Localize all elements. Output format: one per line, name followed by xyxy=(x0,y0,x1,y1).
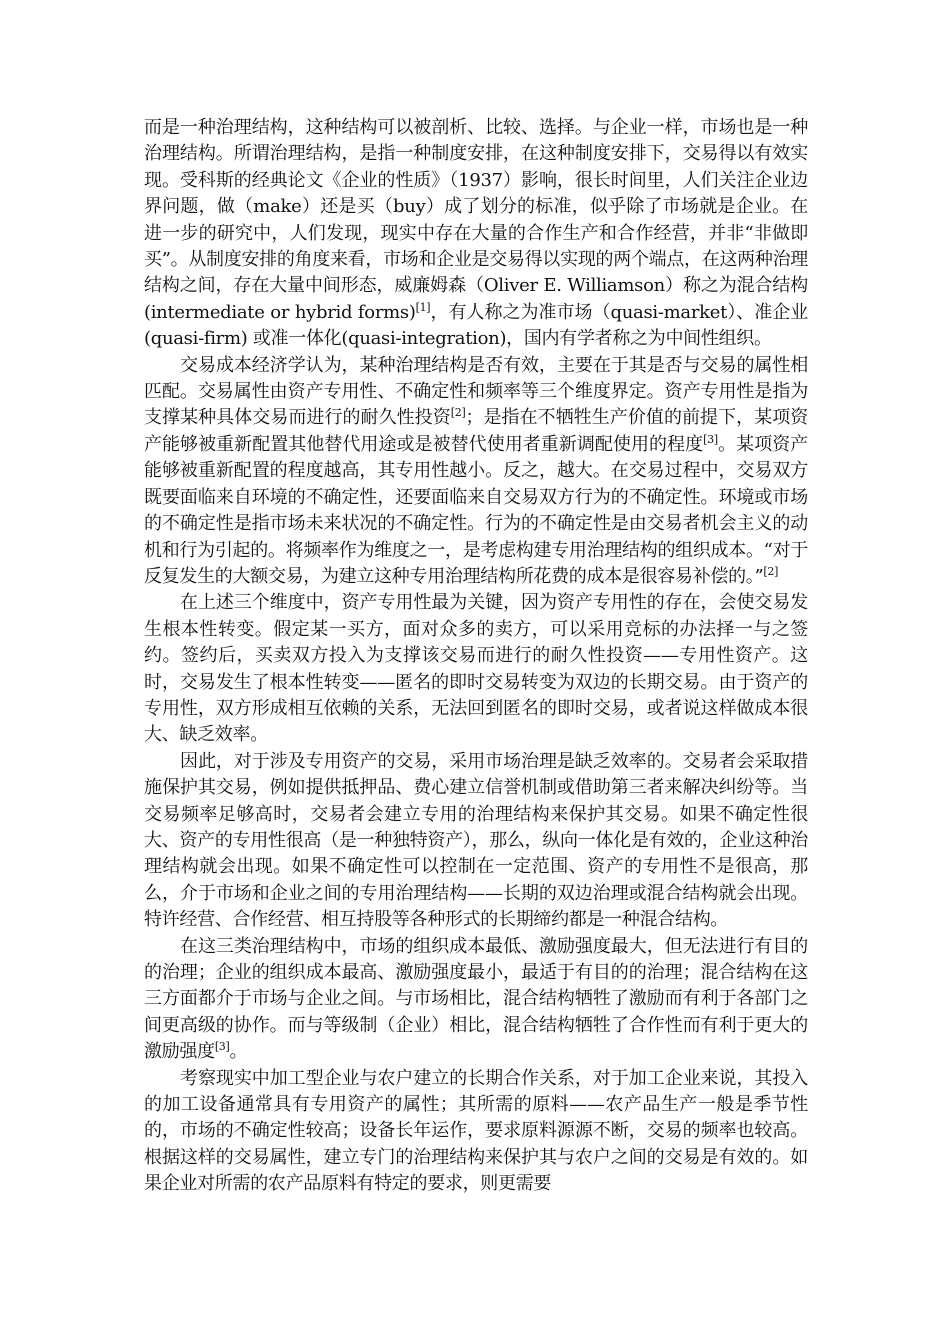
paragraph-text: 因此，对于涉及专用资产的交易，采用市场治理是缺乏效率的。交易者会采取措施保护其交易，例如提供抵押品、费心建立信誉机制或借助第三者来解决纠纷等。当交易频率足够高时，交易者会建立专用的治理结构来保护其交易。如果不确定性很大、资产的专用性很高（是一种独特资产），那么，纵向一体化是有效的，企业这种治理结构就会出现。如果不确定性可以控制在一定范围、资产的专用性不是很高，那么，介于市场和企业之间的专用治理结构——长期的双边治理或混合结构就会出现。特许经营、合作经营、相互持股等各种形式的长期缔约都是一种混合结构。 xyxy=(144,750,808,931)
paragraph-3 xyxy=(144,590,808,748)
paragraph-text: 在这三类治理结构中，市场的组织成本最低、激励强度最大，但无法进行有目的的治理；企业的组织成本最高、激励强度最小，最适于有目的的治理；混合结构在这三方面都介于市场与企业之间。与市场相比，混合结构牺牲了激励而有利于各部门之间更高级的协作。而与等级制（企业）相比，混合结构牺牲了合作性而有利于更大的激励强度 xyxy=(144,935,808,1063)
citation-2: [2] xyxy=(450,406,466,420)
paragraph-text: 而是一种治理结构，这种结构可以被剖析、比较、选择。与企业一样，市场也是一种治理结构。所谓治理结构，是指一种制度安排，在这种制度安排下，交易得以有效实现。受科斯的经典论文《企业的性质》（1937）影响，很长时间里，人们关注企业边界问题，做（make）还是买（buy）成了划分的标准，似乎除了市场就是企业。在进一步的研究中，人们发现，现实中存在大量的合作生产和合作经营，并非“非做即买”。从制度安排的角度来看，市场和企业是交易得以实现的两个端点，在这两种治理结构之间，存在大量中间形态，威廉姆森（Oliver E. Williamson）称之为混合结构(intermediate or hybrid forms) xyxy=(144,117,808,323)
citation-3: [3] xyxy=(214,1040,230,1054)
citation-3: [3] xyxy=(703,432,718,446)
paragraph-text: ，有人称之为准市场（quasi-market）、准企业(quasi-firm) 或准一体化(quasi-integration)，国内有学者称之为中间性组织。 xyxy=(144,301,808,350)
paragraph-text: 在上述三个维度中，资产专用性最为关键，因为资产专用性的存在，会使交易发生根本性转变。假定某一买方，面对众多的卖方，可以采用竞标的办法择一与之签约。签约后，买卖双方投入为支撑该交易而进行的耐久性投资——专用性资产。这时，交易发生了根本性转变——匿名的即时交易转变为双边的长期交易。由于资产的专用性，双方形成相互依赖的关系，无法回到匿名的即时交易，或者说这样做成本很大、缺乏效率。 xyxy=(144,592,808,746)
citation-2: [2] xyxy=(763,564,779,578)
paragraph-text: 交易成本经济学认为，某种治理结构是否有效，主要在于其是否与交易的属性相匹配。交易属性由资产专用性、不确定性和频率等三个维度界定。资产专用性是指为支撑某种具体交易而进行的耐久性投资 xyxy=(144,354,808,429)
paragraph-5 xyxy=(144,934,808,1066)
paragraph-4 xyxy=(144,749,808,934)
paragraph-6 xyxy=(144,1066,808,1198)
paragraph-text: 考察现实中加工型企业与农户建立的长期合作关系，对于加工企业来说，其投入的加工设备通常具有专用资产的属性；其所需的原料——农产品生产一般是季节性的，市场的不确定性较高；设备长年运作，要求原料源源不断，交易的频率也较高。根据这样的交易属性，建立专门的治理结构来保护其与农户之间的交易是有效的。如果企业对所需的农产品原料有特定的要求，则更需要 xyxy=(144,1067,808,1195)
citation-1: [1] xyxy=(415,300,431,314)
document-page xyxy=(144,115,808,1198)
paragraph-text: 。某项资产能够被重新配置的程度越高，其专用性越小。反之，越大。在交易过程中，交易双方既要面临来自环境的不确定性，还要面临来自交易双方行为的不确定性。环境或市场的不确定性是指市场未来状况的不确定性。行为的不确定性是由交易者机会主义的动机和行为引起的。将频率作为维度之一，是考虑构建专用治理结构的组织成本。“对于反复发生的大额交易，为建立这种专用治理结构所花费的成本是很容易补偿的。” xyxy=(144,433,808,587)
paragraph-text: ；是指在不牺牲生产价值的前提下，某项资产能够被重新配置其他替代用途或是被替代使用者重新调配使用的程度 xyxy=(144,407,808,455)
paragraph-2 xyxy=(144,353,808,591)
paragraph-text: 。 xyxy=(229,1041,248,1063)
paragraph-1 xyxy=(144,115,808,353)
